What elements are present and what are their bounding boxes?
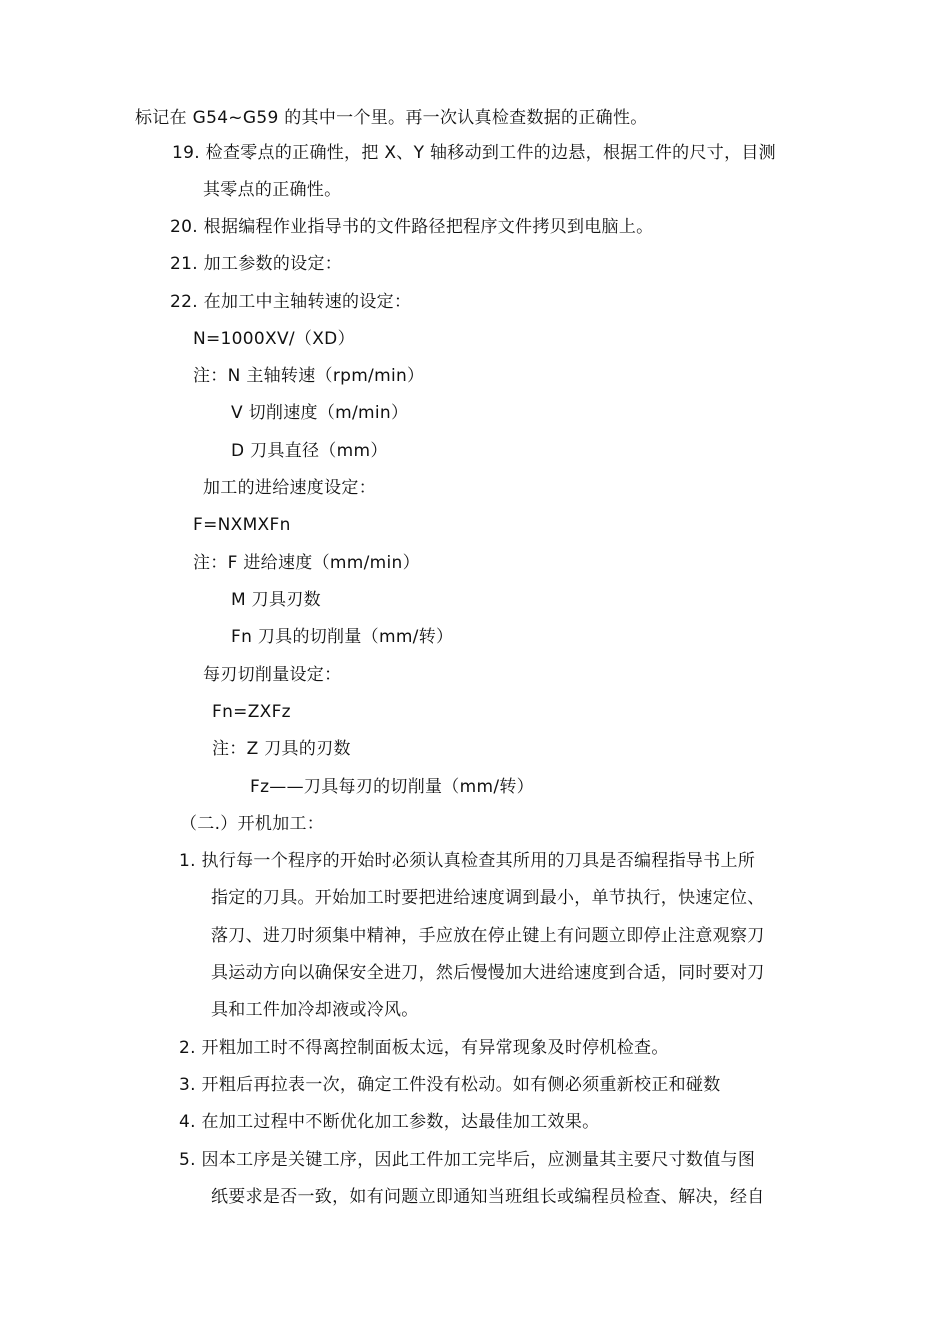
text-line-11: 加工的进给速度设定： [203,478,376,498]
text-line-23: 落刀、进刀时须集中精神，手应放在停止键上有问题立即停止注意观察刀 [211,926,765,946]
text-line-25: 具和工件加冷却液或冷风。 [211,1000,419,1020]
text-line-19: Fz——刀具每刃的切削量（mm/转） [250,777,534,797]
text-line-9: V 切削速度（m/min） [231,403,409,423]
text-line-7: N=1000XV/（XD） [193,329,355,349]
text-line-5: 21. 加工参数的设定： [170,254,343,274]
text-line-13: 注：F 进给速度（mm/min） [193,553,420,573]
text-line-22: 指定的刀具。开始加工时要把进给速度调到最小，单节执行，快速定位、 [211,888,765,908]
text-line-29: 5. 因本工序是关键工序，因此工件加工完毕后，应测量其主要尺寸数值与图 [179,1150,756,1170]
text-line-6: 22. 在加工中主轴转速的设定： [170,292,412,312]
text-line-26: 2. 开粗加工时不得离控制面板太远，有异常现象及时停机检查。 [179,1038,669,1058]
text-line-4: 20. 根据编程作业指导书的文件路径把程序文件拷贝到电脑上。 [170,217,654,237]
text-line-16: 每刃切削量设定： [203,665,342,685]
text-line-14: M 刀具刃数 [231,590,321,610]
text-line-12: F=NXMXFn [193,515,291,535]
text-line-3: 其零点的正确性。 [203,180,342,200]
text-line-20: （二.）开机加工： [180,814,325,834]
text-line-27: 3. 开粗后再拉表一次，确定工件没有松动。如有侧必须重新校正和碰数 [179,1075,721,1095]
text-line-18: 注：Z 刀具的刃数 [212,739,351,759]
text-line-15: Fn 刀具的切削量（mm/转） [231,627,454,647]
text-line-8: 注：N 主轴转速（rpm/min） [193,366,425,386]
text-line-30: 纸要求是否一致，如有问题立即通知当班组长或编程员检查、解决，经自 [211,1187,765,1207]
text-line-17: Fn=ZXFz [212,702,291,722]
text-line-2: 19. 检查零点的正确性，把 X、Y 轴移动到工件的边悬，根据工件的尺寸，目测 [172,143,776,163]
text-line-21: 1. 执行每一个程序的开始时必须认真检查其所用的刀具是否编程指导书上所 [179,851,756,871]
text-line-28: 4. 在加工过程中不断优化加工参数，达最佳加工效果。 [179,1112,600,1132]
text-line-24: 具运动方向以确保安全进刀，然后慢慢加大进给速度到合适，同时要对刀 [211,963,765,983]
text-line-1: 标记在 G54~G59 的其中一个里。再一次认真检查数据的正确性。 [135,108,648,128]
text-line-10: D 刀具直径（mm） [231,441,388,461]
